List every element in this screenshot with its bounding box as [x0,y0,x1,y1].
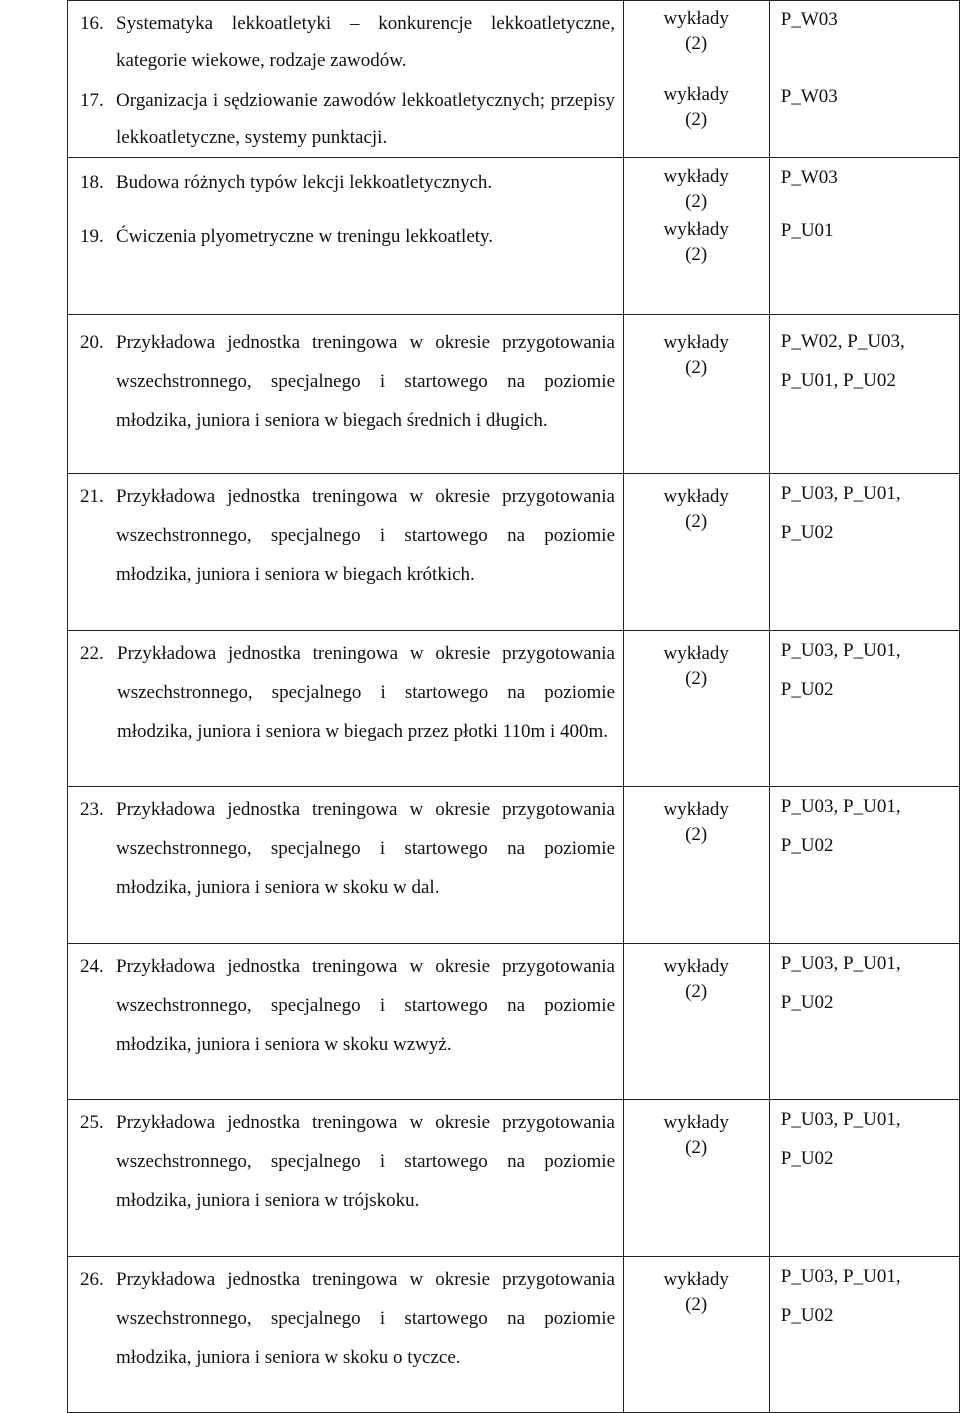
topic-text: Przykładowa jednostka treningowa w okresie przygotowania wszechstronnego, specjalnego i startowego na poziomie młodzika, juniora i seniora w skoku wzwyż. [116,955,615,1055]
form-label: wykłady (2) [663,955,729,1002]
form-label: wykłady (2) [663,486,729,533]
form-cell [623,314,769,473]
form-cell [623,943,769,1099]
topic-number: 18. [80,172,104,194]
form-label: wykłady (2) [663,799,729,846]
form-cell [623,474,769,630]
form-cell [623,630,769,786]
table-row [68,1100,960,1256]
form-cell [623,158,769,314]
topic-text: Przykładowa jednostka treningowa w okresie przygotowania wszechstronnego, specjalnego i startowego na poziomie młodzika, juniora i seniora w biegach średnich i długich. [116,331,615,431]
topic-cell [68,787,624,943]
topic-number: 24. [80,955,104,977]
form-cell [623,1256,769,1412]
table-row [68,474,960,630]
form-cell [623,1100,769,1256]
effects-cell [769,314,959,473]
form-cell [623,1,769,158]
learning-effects: P_U03, P_U01, P_U02 [780,1109,901,1170]
topic-cell [68,1256,624,1412]
topic-number: 23. [80,799,104,821]
learning-effects: P_W03 P_U01 [780,167,838,242]
topic-item [80,1260,615,1377]
form-label: wykłady (2) [663,84,729,130]
topic-number: 19. [80,226,104,248]
form-label: wykłady (2) [663,8,729,54]
table-row [68,787,960,943]
form-cell [623,787,769,943]
topic-number: 17. [80,90,104,111]
table-row [68,943,960,1099]
effects-cell [769,158,959,314]
topic-item [80,634,615,751]
topic-number: 21. [80,486,104,508]
form-label: wykłady (2) [663,331,729,378]
topic-cell [68,474,624,630]
effects-cell [769,1,959,158]
learning-effects: P_W02, P_U03, P_U01, P_U02 [780,330,905,391]
effects-cell [769,1100,959,1256]
learning-effects: P_U03, P_U01, P_U02 [780,483,901,544]
table-row [68,314,960,473]
topic-item [80,323,615,440]
learning-effects: P_U03, P_U01, P_U02 [780,1265,901,1326]
form-label: wykłady (2) [663,1112,729,1159]
topic-item [80,947,615,1064]
topic-text: Budowa różnych typów lekcji lekkoatletycznych. [116,172,493,194]
topic-cell [68,1,624,158]
form-label: wykłady (2) [663,1268,729,1315]
topic-item [80,82,615,156]
learning-effects: P_W03 P_W03 [780,9,838,107]
form-label: wykłady (2) [663,219,729,266]
topic-text: Ćwiczenia plyometryczne w treningu lekkoatlety. [116,226,494,248]
topic-number: 20. [80,331,104,353]
form-label: wykłady (2) [663,642,729,689]
course-content-table [67,0,960,1413]
topic-text: Organizacja i sędziowanie zawodów lekkoatletycznych; przepisy lekkoatletyczne, systemy punktacji. [116,90,615,148]
topic-text: Przykładowa jednostka treningowa w okresie przygotowania wszechstronnego, specjalnego i startowego na poziomie młodzika, juniora i seniora w biegach krótkich. [116,486,615,586]
learning-effects: P_U03, P_U01, P_U02 [780,952,901,1013]
topic-cell [68,158,624,314]
topic-cell [68,630,624,786]
table-row [68,1256,960,1412]
topic-number: 25. [80,1112,104,1134]
topic-number: 16. [80,13,104,34]
table-row [68,630,960,786]
form-label: wykłady (2) [663,166,729,213]
topic-item [80,1103,615,1220]
topic-text: Systematyka lekkoatletyki – konkurencje lekkoatletyczne, kategorie wiekowe, rodzaje zawodów. [116,13,615,71]
topic-number: 26. [80,1268,104,1290]
topic-item [80,477,615,594]
topic-cell [68,1100,624,1256]
topic-text: Przykładowa jednostka treningowa w okresie przygotowania wszechstronnego, specjalnego i startowego na poziomie młodzika, juniora i seniora w biegach przez płotki 110m i 400m. [117,642,615,742]
effects-cell [769,787,959,943]
learning-effects: P_U03, P_U01, P_U02 [780,796,901,857]
effects-cell [769,1256,959,1412]
table-row [68,158,960,314]
effects-cell [769,943,959,1099]
topic-number: 22. [80,642,104,664]
topic-item [80,790,615,907]
topic-text: Przykładowa jednostka treningowa w okresie przygotowania wszechstronnego, specjalnego i startowego na poziomie młodzika, juniora i seniora w skoku w dal. [116,799,615,899]
topic-item [80,5,615,79]
learning-effects: P_U03, P_U01, P_U02 [780,639,901,700]
topic-text: Przykładowa jednostka treningowa w okresie przygotowania wszechstronnego, specjalnego i startowego na poziomie młodzika, juniora i seniora w trójskoku. [116,1112,615,1212]
topic-item [80,164,615,201]
effects-cell [769,630,959,786]
topic-cell [68,943,624,1099]
topic-text: Przykładowa jednostka treningowa w okresie przygotowania wszechstronnego, specjalnego i startowego na poziomie młodzika, juniora i seniora w skoku o tyczce. [116,1268,615,1368]
effects-cell [769,474,959,630]
topic-item [80,218,615,255]
topic-cell [68,314,624,473]
table-row [68,1,960,158]
